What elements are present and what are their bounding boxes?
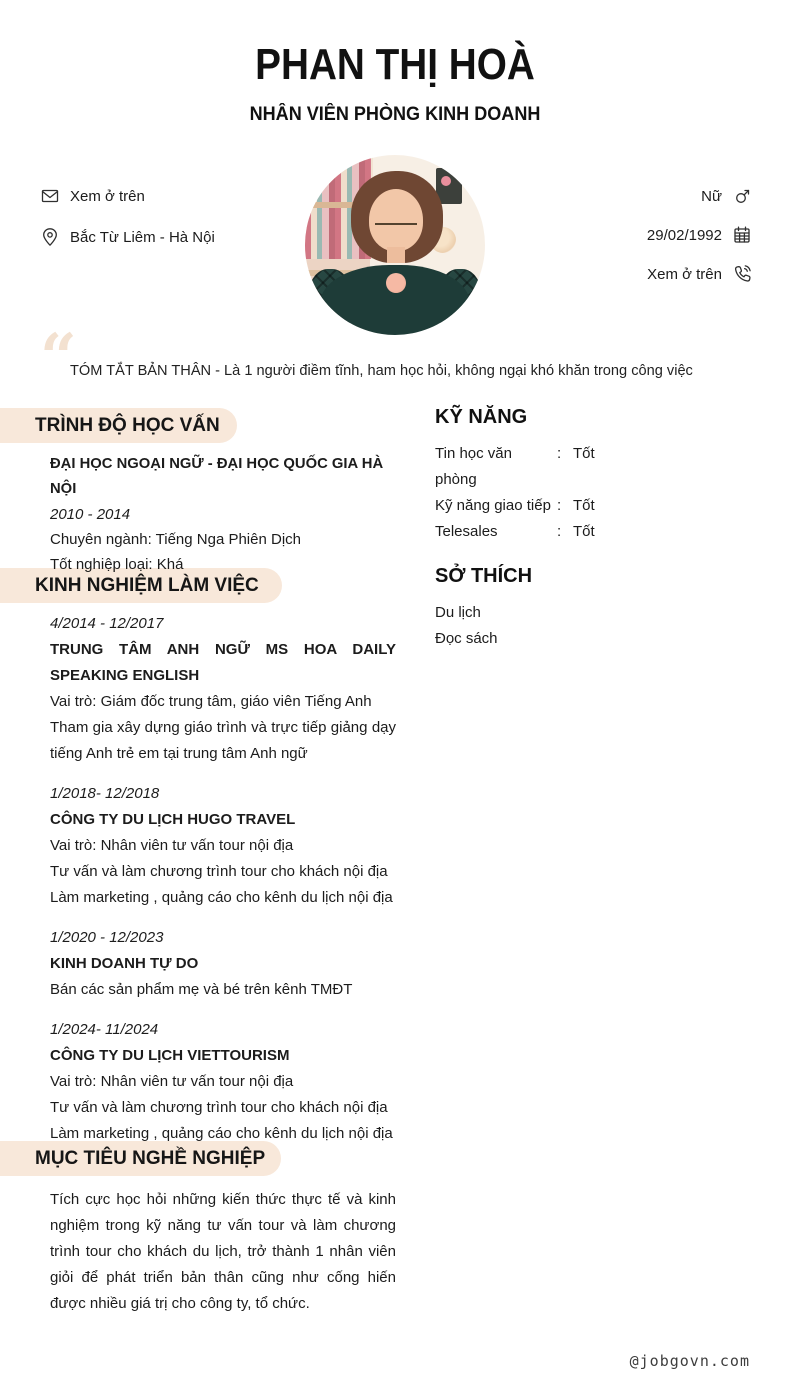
skill-label: Kỹ năng giao tiếp bbox=[435, 497, 551, 514]
skill-label: Tin học văn phòng bbox=[435, 445, 512, 488]
hobby-item: Đọc sách bbox=[435, 630, 498, 647]
watermark: @jobgovn.com bbox=[629, 1352, 750, 1370]
job-period: 1/2020 - 12/2023 bbox=[50, 929, 164, 946]
contact-gender-text: Nữ bbox=[701, 187, 722, 205]
job-line: Vai trò: Giám đốc trung tâm, giáo viên Tiếng Anh bbox=[50, 693, 372, 710]
job-line: Làm marketing , quảng cáo cho kênh du lịch nội địa bbox=[50, 889, 393, 906]
contact-email bbox=[40, 184, 215, 208]
contact-left bbox=[40, 184, 215, 266]
job-line: Tư vấn và làm chương trình tour cho khách nội địa bbox=[50, 1099, 388, 1116]
section-heading-objective: MỤC TIÊU NGHỀ NGHIỆP bbox=[0, 1141, 281, 1176]
job-company: CÔNG TY DU LỊCH HUGO TRAVEL bbox=[50, 811, 296, 828]
job-entry bbox=[50, 1017, 396, 1147]
email-icon bbox=[40, 186, 60, 206]
skill-value: Tốt bbox=[573, 497, 595, 514]
skill-row bbox=[435, 441, 757, 493]
job-entry bbox=[50, 781, 396, 911]
section-heading-education: TRÌNH ĐỘ HỌC VẤN bbox=[0, 408, 237, 443]
job-period: 1/2024- 11/2024 bbox=[50, 1021, 159, 1038]
skill-separator: : bbox=[557, 445, 562, 462]
contact-location-text: Bắc Từ Liêm - Hà Nội bbox=[70, 228, 215, 246]
job-line: Tham gia xây dựng giáo trình và trực tiếp giảng dạy tiếng Anh trẻ em tại trung tâm Anh ngữ bbox=[50, 719, 396, 762]
education-grade: Tốt nghiệp loại: Khá bbox=[50, 556, 184, 573]
contact-birthday bbox=[647, 223, 752, 247]
profile-photo bbox=[305, 155, 485, 335]
job-line: Vai trò: Nhân viên tư vấn tour nội địa bbox=[50, 837, 294, 854]
contact-phone-text: Xem ở trên bbox=[647, 265, 722, 283]
job-line: Bán các sản phẩm mẹ và bé trên kênh TMĐT bbox=[50, 981, 353, 998]
skill-label: Telesales bbox=[435, 523, 498, 540]
phone-icon bbox=[732, 264, 752, 284]
skill-row bbox=[435, 493, 757, 519]
job-entry bbox=[50, 925, 396, 1003]
contact-phone bbox=[647, 262, 752, 286]
page-title: PHAN THỊ HOÀ bbox=[255, 40, 535, 89]
job-company: KINH DOANH TỰ DO bbox=[50, 955, 199, 972]
job-period: 1/2018- 12/2018 bbox=[50, 785, 160, 802]
hobby-item: Du lịch bbox=[435, 604, 481, 621]
skill-separator: : bbox=[557, 497, 562, 514]
summary-text: TÓM TẮT BẢN THÂN - Là 1 người điềm tĩnh, ham học hỏi, không ngại khó khăn trong công việc bbox=[70, 363, 693, 379]
objective-text: Tích cực học hỏi những kiến thức thực tế và kinh nghiệm trong kỹ năng tư vấn tour và làm chương trình tour cho khách du lịch, trở thành 1 nhân viên giỏi để phát triển bản thân cũng như cống hiến được nhiều giá trị cho công ty, tổ chức. bbox=[50, 1191, 396, 1312]
location-icon bbox=[40, 227, 60, 247]
contact-birthday-text: 29/02/1992 bbox=[646, 226, 722, 244]
contact-right bbox=[647, 184, 752, 301]
contact-gender bbox=[647, 184, 752, 208]
gender-icon bbox=[732, 186, 752, 206]
education-period: 2010 - 2014 bbox=[50, 506, 131, 523]
contact-location bbox=[40, 225, 215, 249]
education-section bbox=[50, 452, 396, 577]
job-line: Tư vấn và làm chương trình tour cho khách nội địa bbox=[50, 863, 388, 880]
hobbies-heading: SỞ THÍCH bbox=[435, 565, 533, 587]
experience-section bbox=[50, 611, 396, 1161]
education-major: Chuyên ngành: Tiếng Nga Phiên Dịch bbox=[50, 531, 302, 548]
skill-row bbox=[435, 519, 757, 545]
job-line: Vai trò: Nhân viên tư vấn tour nội địa bbox=[50, 1073, 294, 1090]
job-entry bbox=[50, 611, 396, 767]
job-company: CÔNG TY DU LỊCH VIETTOURISM bbox=[50, 1047, 290, 1064]
education-school: ĐẠI HỌC NGOẠI NGỮ - ĐẠI HỌC QUỐC GIA HÀ NỘI bbox=[50, 456, 384, 497]
right-column bbox=[435, 406, 757, 652]
section-heading-experience: KINH NGHIỆM LÀM VIỆC bbox=[0, 568, 282, 603]
job-line: Làm marketing , quảng cáo cho kênh du lịch nội địa bbox=[50, 1125, 393, 1142]
skill-value: Tốt bbox=[573, 445, 595, 462]
contact-email-text: Xem ở trên bbox=[70, 187, 145, 205]
calendar-icon bbox=[732, 225, 752, 245]
skill-separator: : bbox=[557, 523, 562, 540]
job-title: NHÂN VIÊN PHÒNG KINH DOANH bbox=[249, 104, 541, 125]
skills-heading: KỸ NĂNG bbox=[435, 406, 528, 428]
job-period: 4/2014 - 12/2017 bbox=[50, 615, 164, 632]
skill-value: Tốt bbox=[573, 523, 595, 540]
quote-icon: “ bbox=[40, 320, 77, 395]
job-company: TRUNG TÂM ANH NGỮ MS HOA DAILY SPEAKING ENGLISH bbox=[50, 641, 396, 684]
